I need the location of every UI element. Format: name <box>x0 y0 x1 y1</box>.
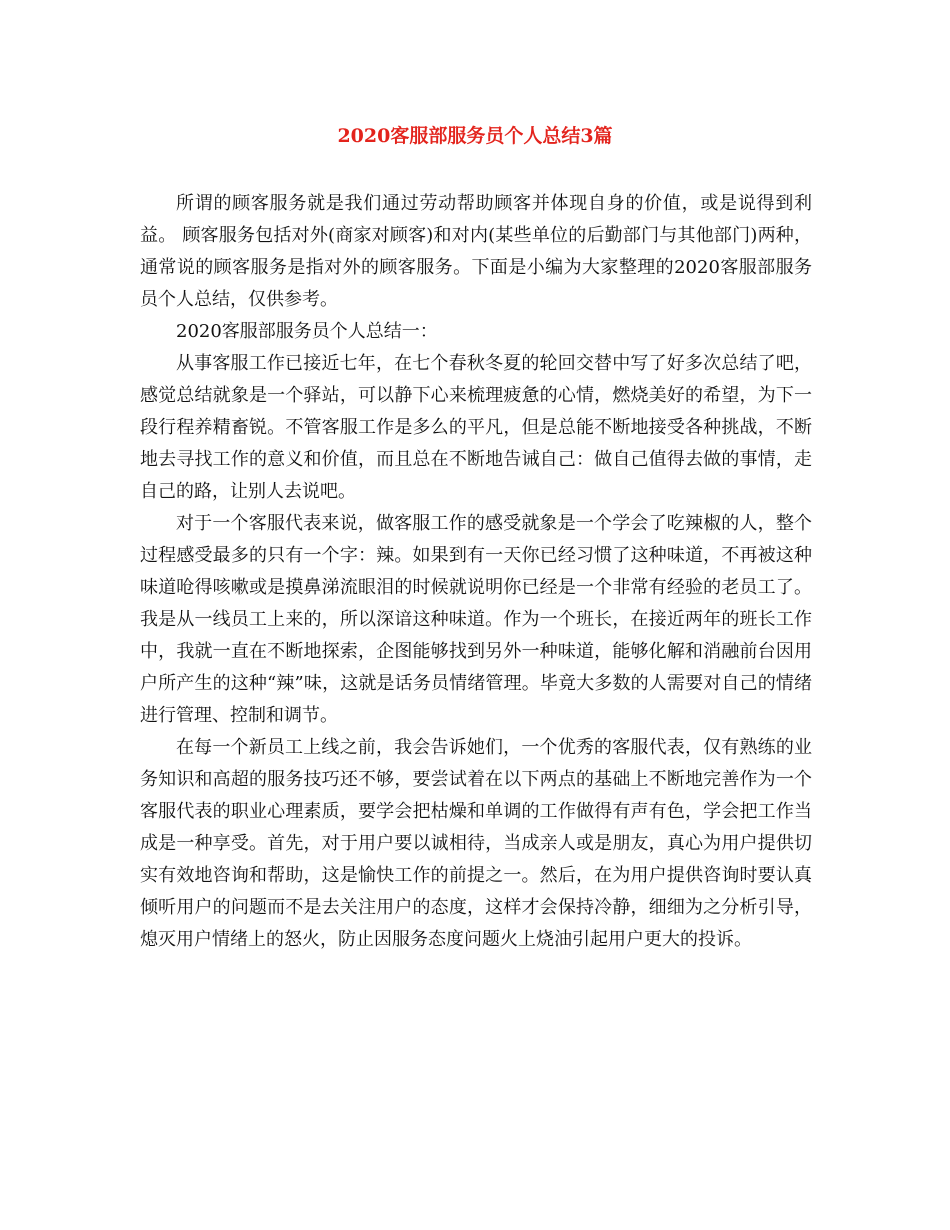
document-title: 2020客服部服务员个人总结3篇 <box>337 125 613 147</box>
intro-paragraph: 所谓的顾客服务就是我们通过劳动帮助顾客并体现自身的价值，或是说得到利益。 顾客服务包括对外(商家对顾客)和对内(某些单位的后勤部门与其他部门)两种，通常说的顾客服务是指对外的顾客服务。下面是小编为大家整理的2020客服部服务员个人总结，仅供参考。 <box>140 193 812 310</box>
body-paragraph: 对于一个客服代表来说，做客服工作的感受就象是一个学会了吃辣椒的人，整个过程感受最多的只有一个字：辣。如果到有一天你已经习惯了这种味道，不再被这种味道呛得咳嗽或是摸鼻涕流眼泪的时候就说明你已经是一个非常有经验的老员工了。我是从一线员工上来的，所以深谙这种味道。作为一个班长，在接近两年的班长工作中，我就一直在不断地探索，企图能够找到另外一种味道，能够化解和消融前台因用户所产生的这种“辣”味，这就是话务员情绪管理。毕竟大多数的人需要对自己的情绪进行管理、控制和调节。 <box>140 513 812 726</box>
document-body <box>140 188 812 956</box>
section-heading: 2020客服部服务员个人总结一： <box>176 321 438 342</box>
body-paragraph: 在每一个新员工上线之前，我会告诉她们，一个优秀的客服代表，仅有熟练的业务知识和高超的服务技巧还不够，要尝试着在以下两点的基础上不断地完善作为一个客服代表的职业心理素质，要学会把枯燥和单调的工作做得有声有色，学会把工作当成是一种享受。首先，对于用户要以诚相待，当成亲人或是朋友，真心为用户提供切实有效地咨询和帮助，这是愉快工作的前提之一。然后，在为用户提供咨询时要认真倾听用户的问题而不是去关注用户的态度，这样才会保持冷静，细细为之分析引导，熄灭用户情绪上的怒火，防止因服务态度问题火上烧油引起用户更大的投诉。 <box>140 737 812 950</box>
body-paragraph: 从事客服工作已接近七年，在七个春秋冬夏的轮回交替中写了好多次总结了吧，感觉总结就象是一个驿站，可以静下心来梳理疲惫的心情，燃烧美好的希望，为下一段行程养精畜锐。不管客服工作是多么的平凡，但是总能不断地接受各种挑战，不断地去寻找工作的意义和价值，而且总在不断地告诫自己：做自己值得去做的事情，走自己的路，让别人去说吧。 <box>140 353 812 502</box>
